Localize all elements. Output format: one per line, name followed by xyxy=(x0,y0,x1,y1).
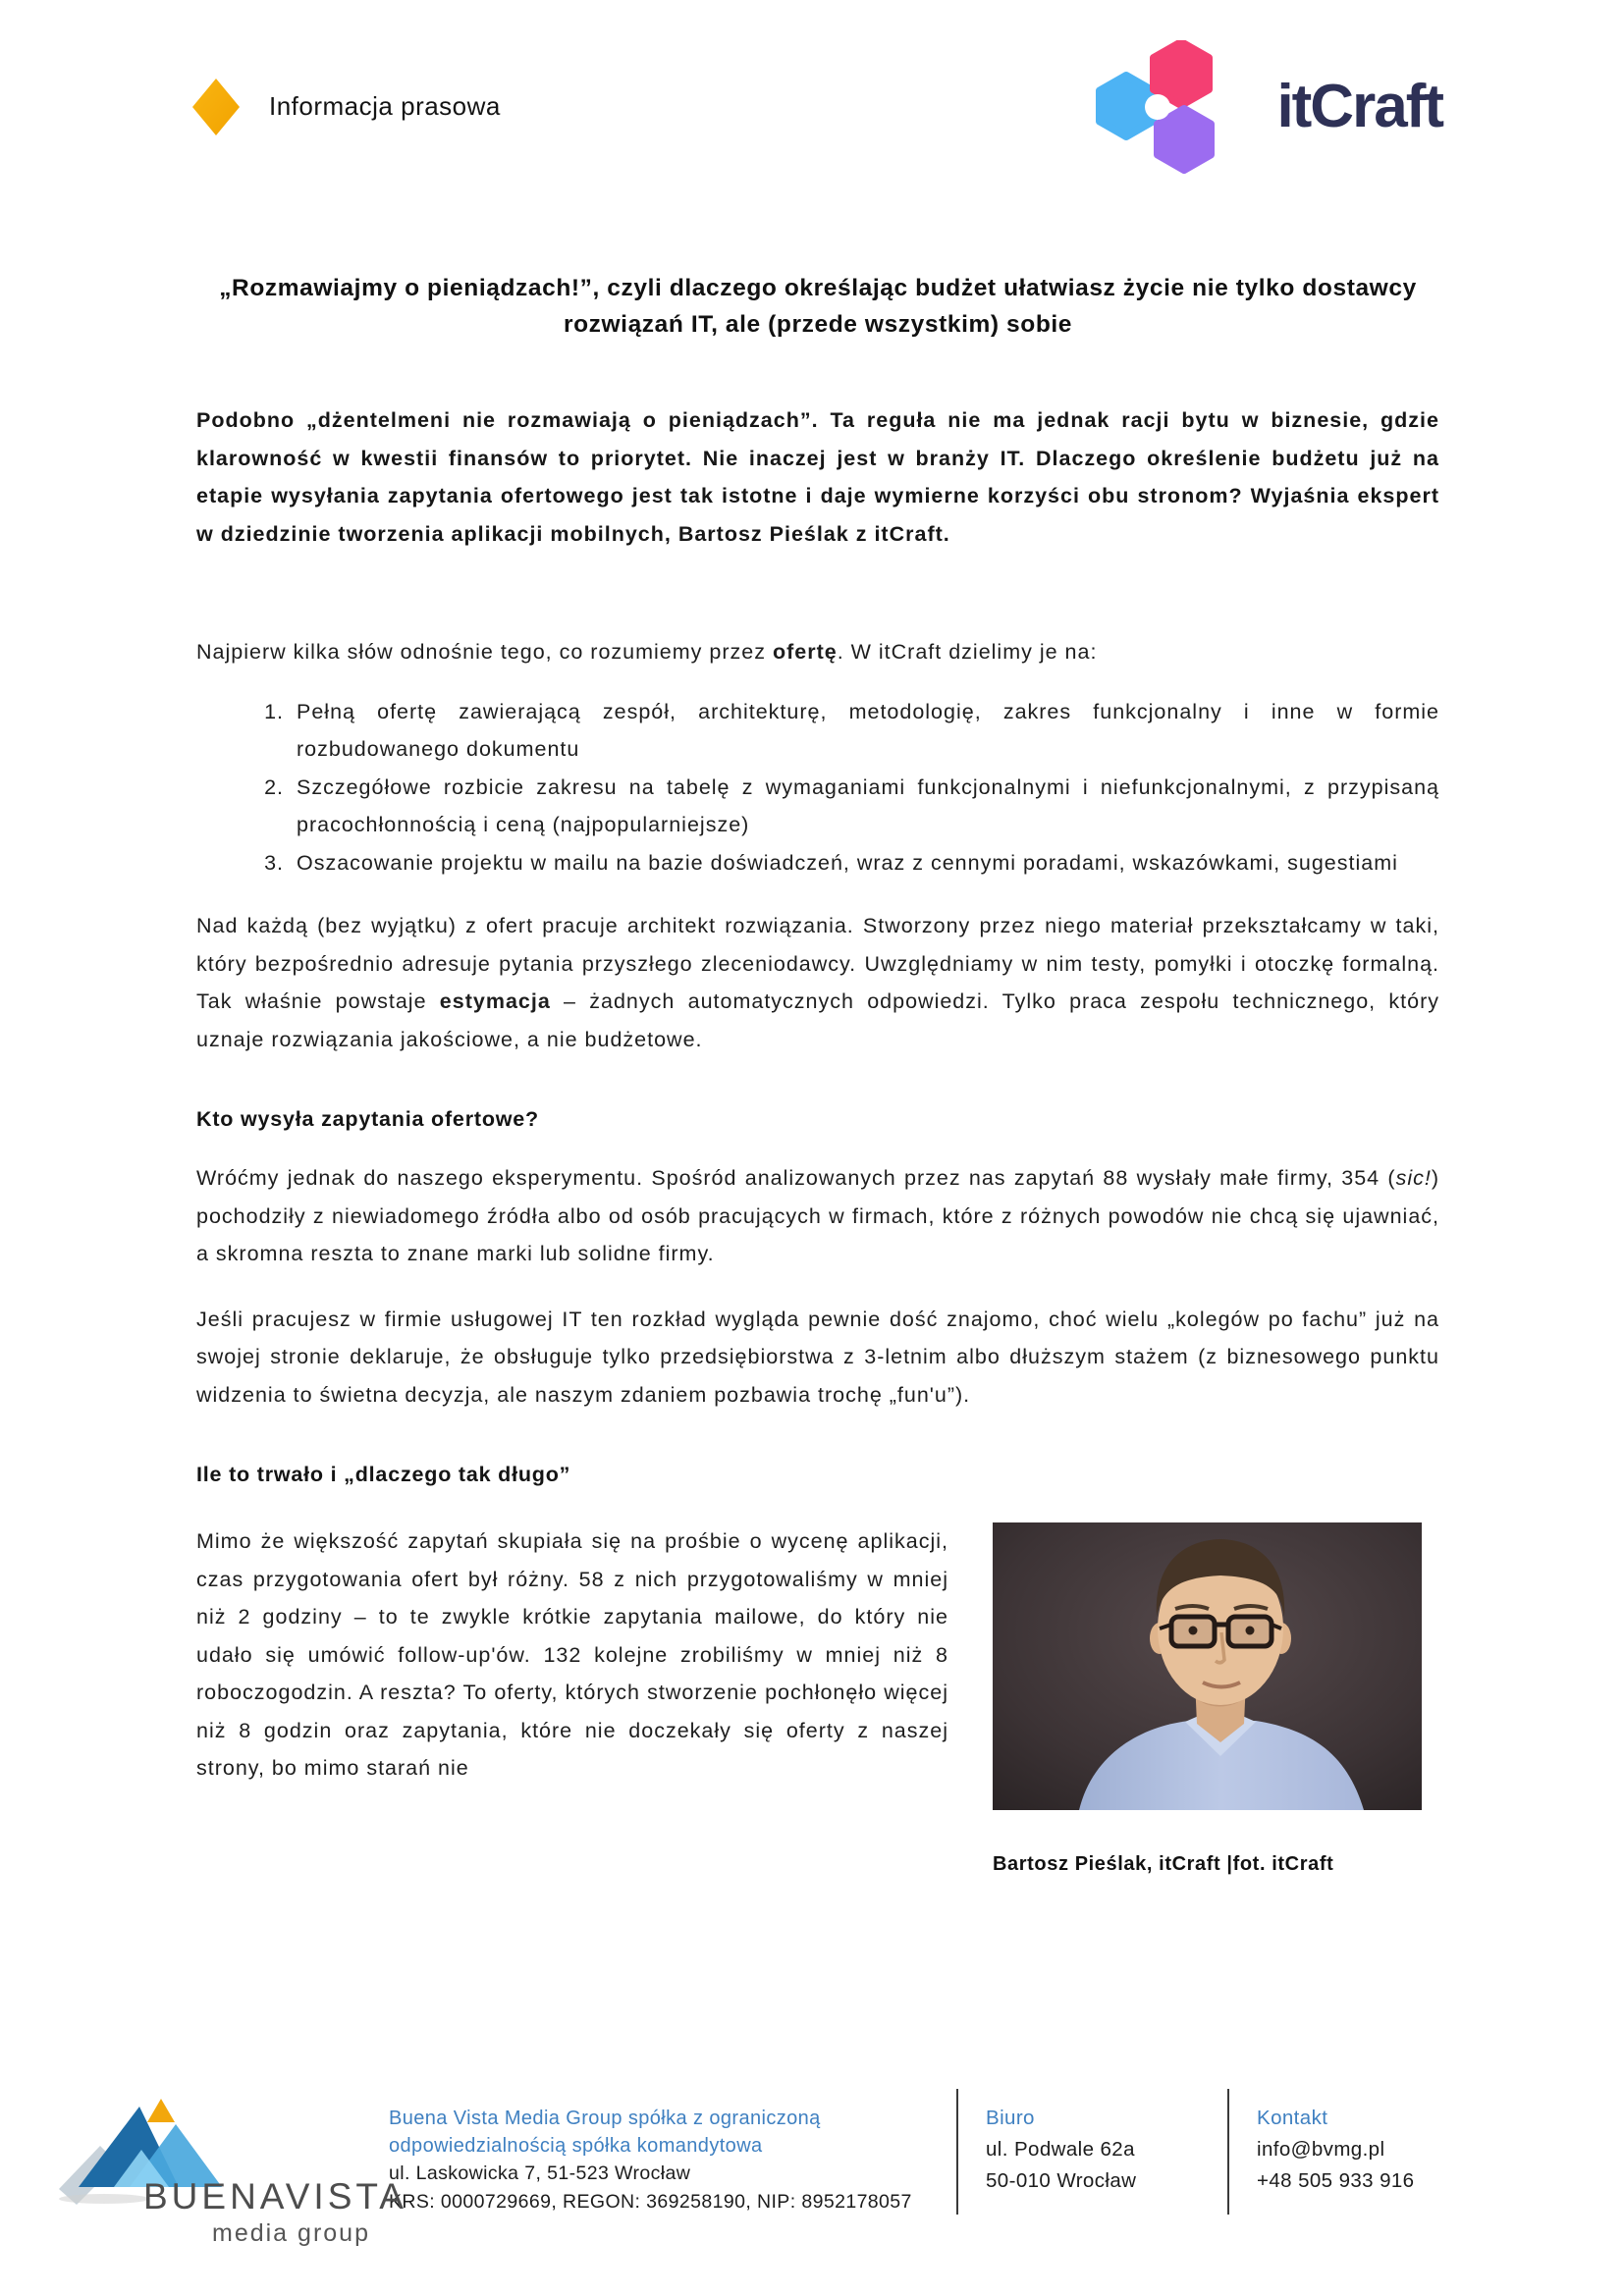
experiment-paragraph xyxy=(196,1159,1439,1273)
itcraft-wordmark: itCraft xyxy=(1276,73,1442,140)
page-title: „Rozmawiajmy o pieniądzach!”, czyli dlaczego określając budżet ułatwiasz życie nie tylko dostawcy rozwiązań IT, ale (przede wszystkim) sobie xyxy=(219,275,1417,338)
press-label-group xyxy=(192,79,501,135)
itcraft-logo xyxy=(1096,40,1442,174)
offer-types-list xyxy=(196,693,1439,882)
section-heading-duration: Ile to trwało i „dlaczego tak długo” xyxy=(196,1463,571,1486)
photo-caption: Bartosz Pieślak, itCraft |fot. itCraft xyxy=(993,1853,1334,1875)
list-item: 3. Oszacowanie projektu w mailu na bazie doświadczeń, wraz z cennymi poradami, wskazówkami, sugestiami xyxy=(291,844,1439,882)
portrait-photo xyxy=(993,1522,1422,1810)
footer xyxy=(0,2089,1624,2248)
text-photo-row xyxy=(196,1522,1439,1876)
duration-text-column xyxy=(196,1522,948,1876)
section-heading-who: Kto wysyła zapytania ofertowe? xyxy=(196,1107,539,1131)
contact-phone: +48 505 933 916 xyxy=(1257,2169,1415,2192)
company-registry: KRS: 0000729669, REGON: 369258190, NIP: 8952178057 xyxy=(389,2191,912,2213)
buenavista-logo xyxy=(0,2089,407,2248)
document-content xyxy=(0,270,1624,1876)
intro-text-pre: Najpierw kilka słów odnośnie tego, co rozumiemy przez xyxy=(196,640,773,664)
office-city: 50-010 Wrocław xyxy=(986,2169,1137,2192)
footer-company-info xyxy=(389,2089,956,2216)
buenavista-subtitle: media group xyxy=(212,2219,370,2247)
experiment-text-post: ) pochodziły z niewiadomego źródła albo od osób pracujących w firmach, które z różnych powodów nie chcą się ujawniać, a skromna reszta to znane marki lub solidne firmy. xyxy=(196,1166,1439,1265)
company-address: ul. Laskowicka 7, 51-523 Wrocław xyxy=(389,2163,691,2184)
header-bar xyxy=(0,0,1624,172)
list-item: 2. Szczegółowe rozbicie zakresu na tabelę z wymaganiami funkcjonalnymi i niefunkcjonalnymi, z przypisaną pracochłonnością i ceną (najpopularniejsze) xyxy=(291,769,1439,844)
intro-text-post: . W itCraft dzielimy je na: xyxy=(837,640,1098,664)
estimation-text-pre: Nad każdą (bez wyjątku) z ofert pracuje architekt rozwiązania. Stworzony przez niego materiał przekształcamy w taki, który bezpośrednio adresuje pytania przyszłego zleceniodawcy. Uwzględniamy w nim testy, pomyłki i otoczkę formalną. Tak właśnie powstaje xyxy=(196,914,1439,1013)
estimation-text-bold: estymacja xyxy=(439,989,551,1013)
intro-paragraph xyxy=(196,633,1439,671)
photo-column xyxy=(993,1522,1422,1876)
office-street: ul. Podwale 62a xyxy=(986,2138,1135,2161)
industry-paragraph: Jeśli pracujesz w firmie usługowej IT ten rozkład wygląda pewnie dość znajomo, choć wielu „kolegów po fachu” już na swojej stronie deklaruje, że obsługuje tylko przedsiębiorstwa z 3-letnim albo dłuższym stażem (z biznesowego punktu widzenia to świetna decyzja, ale naszym zdaniem pozbawia trochę „fun'u”). xyxy=(196,1307,1439,1407)
lead-paragraph: Podobno „dżentelmeni nie rozmawiają o pieniądzach”. Ta reguła nie ma jednak racji bytu w biznesie, gdzie klarowność w kwestii finansów to priorytet. Nie inaczej jest w branży IT. Dlaczego określenie budżetu już na etapie wysyłania zapytania ofertowego jest tak istotne i daje wymierne korzyści obu stronom? Wyjaśnia ekspert w dziedzinie tworzenia aplikacji mobilnych, Bartosz Pieślak z itCraft. xyxy=(196,408,1439,546)
intro-text-bold: ofertę xyxy=(772,640,838,664)
duration-paragraph: Mimo że większość zapytań skupiała się na prośbie o wycenę aplikacji, czas przygotowania ofert był różny. 58 z nich przygotowaliśmy w mniej niż 2 godziny – to te zwykle krótkie zapytania mailowe, do który nie udało się umówić follow-up'ów. 132 kolejne zrobiliśmy w mniej niż 8 roboczogodzin. A reszta? To oferty, których stworzenie pochłonęło więcej niż 8 godzin oraz zapytania, które nie doczekały się oferty z naszej strony, bo mimo starań nie xyxy=(196,1529,948,1780)
experiment-text-italic: sic! xyxy=(1395,1166,1432,1190)
list-item: 1. Pełną ofertę zawierającą zespół, architekturę, metodologię, zakres funkcjonalny i inne w formie rozbudowanego dokumentu xyxy=(291,693,1439,769)
press-label: Informacja prasowa xyxy=(269,91,501,121)
buenavista-wordmark: BUENAVISTA xyxy=(143,2176,407,2216)
estimation-text-post: – żadnych automatycznych odpowiedzi. Tylko praca zespołu technicznego, który uznaje rozwiązania jakościowe, a nie budżetowe. xyxy=(196,989,1440,1051)
company-name-line1: Buena Vista Media Group spółka z ograniczoną xyxy=(389,2108,821,2129)
itcraft-hexagons-icon xyxy=(1096,40,1255,174)
contact-email: info@bvmg.pl xyxy=(1257,2138,1385,2161)
company-name-line2: odpowiedzialnością spółka komandytowa xyxy=(389,2135,763,2157)
footer-office-column xyxy=(956,2089,1227,2215)
contact-label: Kontakt xyxy=(1257,2107,1328,2129)
diamond-icon xyxy=(192,79,240,135)
experiment-text-pre: Wróćmy jednak do naszego eksperymentu. Spośród analizowanych przez nas zapytań 88 wysłały małe firmy, 354 ( xyxy=(196,1166,1396,1190)
office-label: Biuro xyxy=(986,2107,1035,2129)
estimation-paragraph xyxy=(196,907,1439,1058)
footer-contact-column xyxy=(1227,2089,1522,2215)
